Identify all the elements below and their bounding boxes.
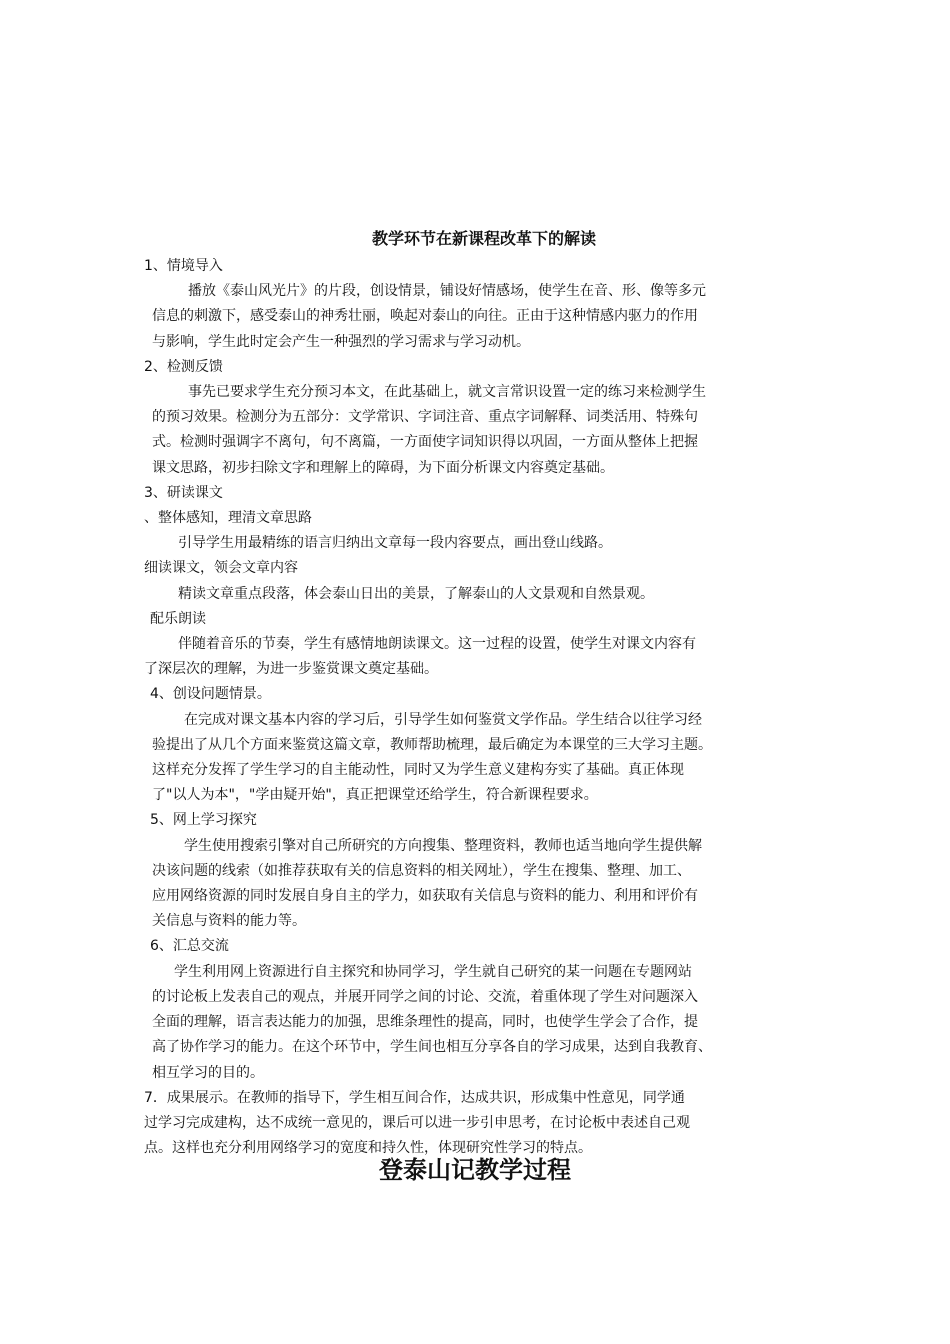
paragraph-line: 过学习完成建构，达不成统一意见的，课后可以进一步引申思考，在讨论板中表述自己观 bbox=[144, 1114, 690, 1131]
document-title: 教学环节在新课程改革下的解读 bbox=[371, 229, 596, 248]
paragraph-line: 应用网络资源的同时发展自身自主的学力，如获取有关信息与资料的能力、利用和评价有 bbox=[152, 888, 698, 905]
paragraph-line: 高了协作学习的能力。在这个环节中，学生间也相互分享各自的学习成果，达到自我教育、 bbox=[152, 1039, 712, 1056]
paragraph-line: 引导学生用最精练的语言归纳出文章每一段内容要点，画出登山线路。 bbox=[178, 535, 612, 552]
heading-online-study: 5、网上学习探究 bbox=[150, 812, 257, 829]
paragraph-line: 与影响，学生此时定会产生一种强烈的学习需求与学习动机。 bbox=[152, 333, 530, 350]
paragraph-line: 关信息与资料的能力等。 bbox=[152, 913, 306, 930]
paragraph-line: 点。这样也充分利用网络学习的宽度和持久性，体现研究性学习的特点。 bbox=[144, 1140, 592, 1157]
paragraph-line: 精读文章重点段落，体会泰山日出的美景，了解泰山的人文景观和自然景观。 bbox=[178, 585, 654, 602]
paragraph-line: 学生利用网上资源进行自主探究和协同学习，学生就自己研究的某一问题在专题网站 bbox=[174, 963, 692, 980]
paragraph-line: 课文思路，初步扫除文字和理解上的障碍，为下面分析课文内容奠定基础。 bbox=[152, 459, 614, 476]
paragraph-line: 信息的刺激下，感受泰山的神秀壮丽，唤起对泰山的向往。正由于这种情感内驱力的作用 bbox=[152, 308, 698, 325]
heading-situation-intro: 1、情境导入 bbox=[144, 258, 223, 274]
paragraph-line: 决该问题的线索（如推荐获取有关的信息资料的相关网址），学生在搜集、整理、加工、 bbox=[152, 862, 691, 879]
paragraph-line: 在完成对课文基本内容的学习后，引导学生如何鉴赏文学作品。学生结合以往学习经 bbox=[184, 711, 702, 728]
document-body bbox=[144, 226, 824, 1161]
paragraph-line: 的预习效果。检测分为五部分：文学常识、字词注音、重点字词解释、词类活用、特殊句 bbox=[152, 409, 698, 426]
paragraph-line: 式。检测时强调字不离句，句不离篇，一方面使字词知识得以巩固，一方面从整体上把握 bbox=[152, 434, 698, 451]
subheading-close-read: 细读课文，领会文章内容 bbox=[144, 560, 298, 577]
paragraph-line: 全面的理解，语言表达能力的加强，思维条理性的提高，同时，也使学生学会了合作，提 bbox=[152, 1014, 698, 1031]
paragraph-line: 了深层次的理解，为进一步鉴赏课文奠定基础。 bbox=[144, 661, 438, 678]
subheading-overall: 、整体感知，理清文章思路 bbox=[144, 510, 312, 527]
section-title: 登泰山记教学过程 bbox=[379, 1156, 571, 1184]
paragraph-line: 学生使用搜索引擎对自己所研究的方向搜集、整理资料，教师也适当地向学生提供解 bbox=[184, 837, 702, 854]
heading-study-text: 3、研读课文 bbox=[144, 484, 223, 501]
paragraph-line: 验提出了从几个方面来鉴赏这篇文章，教师帮助梳理，最后确定为本课堂的三大学习主题。 bbox=[152, 736, 712, 753]
paragraph-line: 伴随着音乐的节奏，学生有感情地朗读课文。这一过程的设置，使学生对课文内容有 bbox=[178, 636, 696, 653]
heading-summary-exchange: 6、汇总交流 bbox=[150, 938, 229, 955]
paragraph-line: 了"以人为本"，"学由疑开始"，真正把课堂还给学生，符合新课程要求。 bbox=[152, 787, 598, 804]
paragraph-line: 这样充分发挥了学生学习的自主能动性，同时又为学生意义建构夯实了基础。真正体现 bbox=[152, 762, 684, 779]
paragraph-line: 播放《泰山风光片》的片段，创设情景，铺设好情感场，使学生在音、形、像等多元 bbox=[188, 283, 706, 300]
heading-problem-scenario: 4、创设问题情景。 bbox=[150, 686, 271, 703]
heading-results-display: 7．成果展示。在教师的指导下，学生相互间合作，达成共识，形成集中性意见，同学通 bbox=[144, 1089, 685, 1106]
subheading-music-read: 配乐朗读 bbox=[150, 610, 206, 627]
paragraph-line: 的讨论板上发表自己的观点，并展开同学之间的讨论、交流，着重体现了学生对问题深入 bbox=[152, 988, 698, 1005]
heading-feedback: 2、检测反馈 bbox=[144, 358, 223, 375]
paragraph-line: 事先已要求学生充分预习本文，在此基础上，就文言常识设置一定的练习来检测学生 bbox=[188, 384, 706, 401]
paragraph-line: 相互学习的目的。 bbox=[152, 1064, 264, 1081]
